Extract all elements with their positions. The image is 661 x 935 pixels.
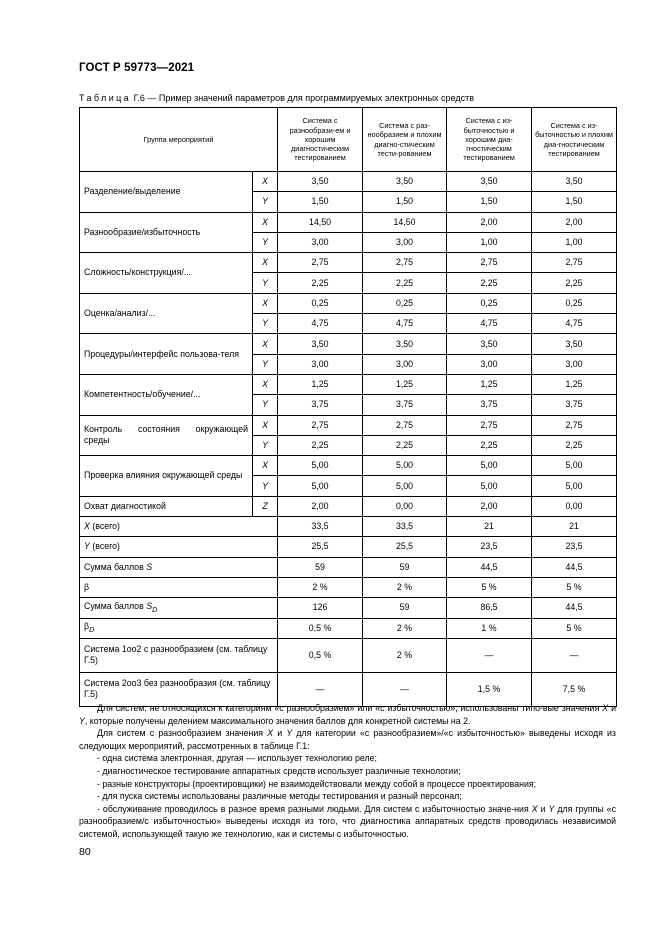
value-cell: 1,25 (532, 374, 617, 394)
value-cell: 23,5 (532, 537, 617, 557)
summary-label-cell: Система 2оо3 без разнообразия (см. таблицу Г.5) (80, 672, 278, 706)
variable-cell: X (253, 172, 278, 192)
table-caption-label: Таблица (79, 93, 132, 103)
col-header-diverse-poor: Система с раз-нообразием и плохим диагно-стическим тести-рованием (363, 108, 447, 172)
value-cell: — (532, 638, 617, 672)
value-cell: 2,75 (532, 415, 617, 435)
value-cell: 3,00 (532, 354, 617, 374)
value-cell: 0,25 (532, 293, 617, 313)
value-cell: 2,00 (447, 496, 532, 516)
document-header: ГОСТ Р 59773—2021 (79, 62, 195, 74)
value-cell: — (447, 638, 532, 672)
group-name-cell: Сложность/конструкция/... (80, 253, 253, 294)
value-cell: 1 % (447, 618, 532, 638)
col-header-redundant-good: Система с из-быточностью и хорошим диа-гностическим тестированием (447, 108, 532, 172)
value-cell: 2 % (363, 638, 447, 672)
value-cell: 2,75 (447, 415, 532, 435)
summary-row (80, 557, 617, 577)
value-cell: 44,5 (532, 557, 617, 577)
value-cell: 3,00 (363, 232, 447, 252)
value-cell: 1,25 (447, 374, 532, 394)
value-cell: 3,00 (278, 354, 363, 374)
value-cell: 2,75 (363, 415, 447, 435)
value-cell: 3,50 (278, 172, 363, 192)
summary-label-cell: Y (всего) (80, 537, 278, 557)
value-cell: 2 % (363, 577, 447, 597)
value-cell: — (278, 672, 363, 706)
value-cell: 1,25 (363, 374, 447, 394)
value-cell: 2,75 (363, 253, 447, 273)
value-cell: 1,50 (532, 192, 617, 212)
parameters-table (79, 107, 617, 707)
table-row (80, 374, 617, 394)
value-cell: 0,25 (447, 293, 532, 313)
value-cell: 23,5 (447, 537, 532, 557)
variable-cell: X (253, 293, 278, 313)
value-cell: 1,25 (278, 374, 363, 394)
value-cell: 5,00 (532, 456, 617, 476)
value-cell: 126 (278, 598, 363, 618)
value-cell: 3,50 (363, 334, 447, 354)
variable-cell: Y (253, 232, 278, 252)
group-name-cell: Контроль состояния окружающей среды (80, 415, 253, 456)
value-cell: 1,5 % (447, 672, 532, 706)
page-number: 80 (79, 846, 91, 858)
variable-cell: Y (253, 273, 278, 293)
note-paragraph: - разные конструкторы (проектировщики) не взаимодействовали между собой в процессе проектирования; (97, 778, 537, 789)
value-cell: 2,25 (447, 435, 532, 455)
value-cell: 2,75 (447, 253, 532, 273)
summary-row (80, 598, 617, 618)
table-caption (79, 93, 474, 103)
group-name-cell: Разделение/выделение (80, 172, 253, 213)
note-paragraph: - для пуска системы использованы различные методы тестирования и разный персонал; (97, 791, 462, 802)
value-cell: 3,50 (447, 172, 532, 192)
summary-label-cell: Система 1оо2 с разнообразием (см. таблицу Г.5) (80, 638, 278, 672)
value-cell: — (363, 672, 447, 706)
table-row (80, 496, 617, 516)
value-cell: 2,25 (278, 273, 363, 293)
note-paragraph: - диагностическое тестирование аппаратных средств использует различные технологии; (97, 765, 461, 776)
value-cell: 5,00 (447, 476, 532, 496)
summary-label-cell: Сумма баллов S (80, 557, 278, 577)
group-name-cell: Охват диагностикой (80, 496, 253, 516)
value-cell: 2,25 (363, 435, 447, 455)
value-cell: 0,00 (532, 496, 617, 516)
value-cell: 44,5 (532, 598, 617, 618)
variable-cell: Y (253, 354, 278, 374)
value-cell: 2,75 (278, 415, 363, 435)
value-cell: 1,50 (447, 192, 532, 212)
value-cell: 3,75 (278, 395, 363, 415)
value-cell: 3,50 (532, 334, 617, 354)
value-cell: 2,00 (532, 212, 617, 232)
group-name-cell: Проверка влияния окружающей среды (80, 456, 253, 497)
variable-cell: Y (253, 476, 278, 496)
value-cell: 2 % (363, 618, 447, 638)
table-row (80, 253, 617, 273)
value-cell: 3,50 (363, 172, 447, 192)
value-cell: 0,5 % (278, 638, 363, 672)
table-row (80, 212, 617, 232)
col-header-diverse-good: Система с разнообрази-ем и хорошим диагностическим тестированием (278, 108, 363, 172)
value-cell: 59 (278, 557, 363, 577)
variable-cell: X (253, 415, 278, 435)
value-cell: 3,00 (363, 354, 447, 374)
value-cell: 2,25 (532, 435, 617, 455)
summary-row (80, 517, 617, 537)
col-header-group: Группа мероприятий (80, 108, 278, 172)
table-header-row (80, 108, 617, 172)
value-cell: 5 % (532, 577, 617, 597)
variable-cell: Y (253, 395, 278, 415)
value-cell: 25,5 (278, 537, 363, 557)
value-cell: 86,5 (447, 598, 532, 618)
value-cell: 5,00 (278, 456, 363, 476)
value-cell: 2,00 (447, 212, 532, 232)
value-cell: 1,50 (363, 192, 447, 212)
value-cell: 3,00 (447, 354, 532, 374)
summary-label-cell: X (всего) (80, 517, 278, 537)
value-cell: 5 % (532, 618, 617, 638)
value-cell: 33,5 (363, 517, 447, 537)
table-caption-title: Г.6 — Пример значений параметров для программируемых электронных средств (131, 93, 475, 103)
table-row (80, 293, 617, 313)
variable-cell: Y (253, 192, 278, 212)
table-row (80, 415, 617, 435)
value-cell: 25,5 (363, 537, 447, 557)
value-cell: 33,5 (278, 517, 363, 537)
value-cell: 4,75 (278, 314, 363, 334)
summary-label-cell: $\beta_D$ (80, 618, 278, 638)
group-name-cell: Оценка/анализ/... (80, 293, 253, 334)
variable-cell: Y (253, 435, 278, 455)
note-paragraph: Для систем, не относящихся к категориям «с разнообразием» или «с избыточностью», использованы типо-вые значения X и Y, которые получены делением максимального значения баллов для конкретной системы на 2. (79, 703, 616, 726)
value-cell: 1,50 (278, 192, 363, 212)
value-cell: 4,75 (447, 314, 532, 334)
value-cell: 21 (447, 517, 532, 537)
value-cell: 0,5 % (278, 618, 363, 638)
summary-row (80, 537, 617, 557)
value-cell: 5,00 (278, 476, 363, 496)
value-cell: 3,50 (532, 172, 617, 192)
value-cell: 2,75 (532, 253, 617, 273)
value-cell: 5,00 (532, 476, 617, 496)
value-cell: 1,00 (447, 232, 532, 252)
value-cell: 44,5 (447, 557, 532, 577)
value-cell: 2 % (278, 577, 363, 597)
col-header-redundant-poor: Система с из-быточностью и плохим диа-гностическим тестированием (532, 108, 617, 172)
variable-cell: Y (253, 314, 278, 334)
group-name-cell: Компетентность/обучение/... (80, 374, 253, 415)
value-cell: 3,50 (447, 334, 532, 354)
value-cell: 2,75 (278, 253, 363, 273)
note-paragraph: - обслуживание проводилось в разное время разными людьми. Для систем с избыточностью значе-ния X и Y для группы «с разнообразием/с избыточностью» выведены исходя из того, что диагностика аппаратных средств проводилась независимой системой, использующей такую же технологию, как и системы с избыточностью. (79, 803, 616, 839)
value-cell: 3,00 (278, 232, 363, 252)
variable-cell: X (253, 456, 278, 476)
value-cell: 2,25 (532, 273, 617, 293)
variable-cell: Z (253, 496, 278, 516)
value-cell: 3,75 (363, 395, 447, 415)
table-row (80, 172, 617, 192)
summary-row (80, 577, 617, 597)
value-cell: 0,00 (363, 496, 447, 516)
value-cell: 2,25 (447, 273, 532, 293)
summary-row (80, 618, 617, 638)
table-row (80, 456, 617, 476)
value-cell: 59 (363, 557, 447, 577)
summary-label-cell: Сумма баллов $S_D$ (80, 598, 278, 618)
variable-cell: X (253, 334, 278, 354)
value-cell: 0,25 (278, 293, 363, 313)
table-row (80, 334, 617, 354)
value-cell: 3,75 (447, 395, 532, 415)
value-cell: 14,50 (278, 212, 363, 232)
value-cell: 59 (363, 598, 447, 618)
value-cell: 5 % (447, 577, 532, 597)
variable-cell: X (253, 374, 278, 394)
variable-cell: X (253, 212, 278, 232)
group-name-cell: Разнообразие/избыточность (80, 212, 253, 253)
value-cell: 4,75 (363, 314, 447, 334)
value-cell: 14,50 (363, 212, 447, 232)
table-notes (79, 702, 616, 841)
value-cell: 5,00 (447, 456, 532, 476)
value-cell: 3,75 (532, 395, 617, 415)
value-cell: 0,25 (363, 293, 447, 313)
note-paragraph: - одна система электронная, другая — использует технологию реле; (97, 753, 377, 764)
summary-label-cell: β (80, 577, 278, 597)
value-cell: 7,5 % (532, 672, 617, 706)
value-cell: 4,75 (532, 314, 617, 334)
group-name-cell: Процедуры/интерфейс пользова-теля (80, 334, 253, 375)
value-cell: 2,25 (363, 273, 447, 293)
value-cell: 2,00 (278, 496, 363, 516)
note-paragraph: Для систем с разнообразием значения X и Y для категории «с разнообразием»/«с избыточностью» выведены исходя из следующих мероприятий, рассмотренных в таблице Г.1: (79, 728, 616, 751)
value-cell: 2,25 (278, 435, 363, 455)
value-cell: 21 (532, 517, 617, 537)
variable-cell: X (253, 253, 278, 273)
summary-row (80, 638, 617, 672)
value-cell: 3,50 (278, 334, 363, 354)
value-cell: 5,00 (363, 476, 447, 496)
value-cell: 5,00 (363, 456, 447, 476)
value-cell: 1,00 (532, 232, 617, 252)
